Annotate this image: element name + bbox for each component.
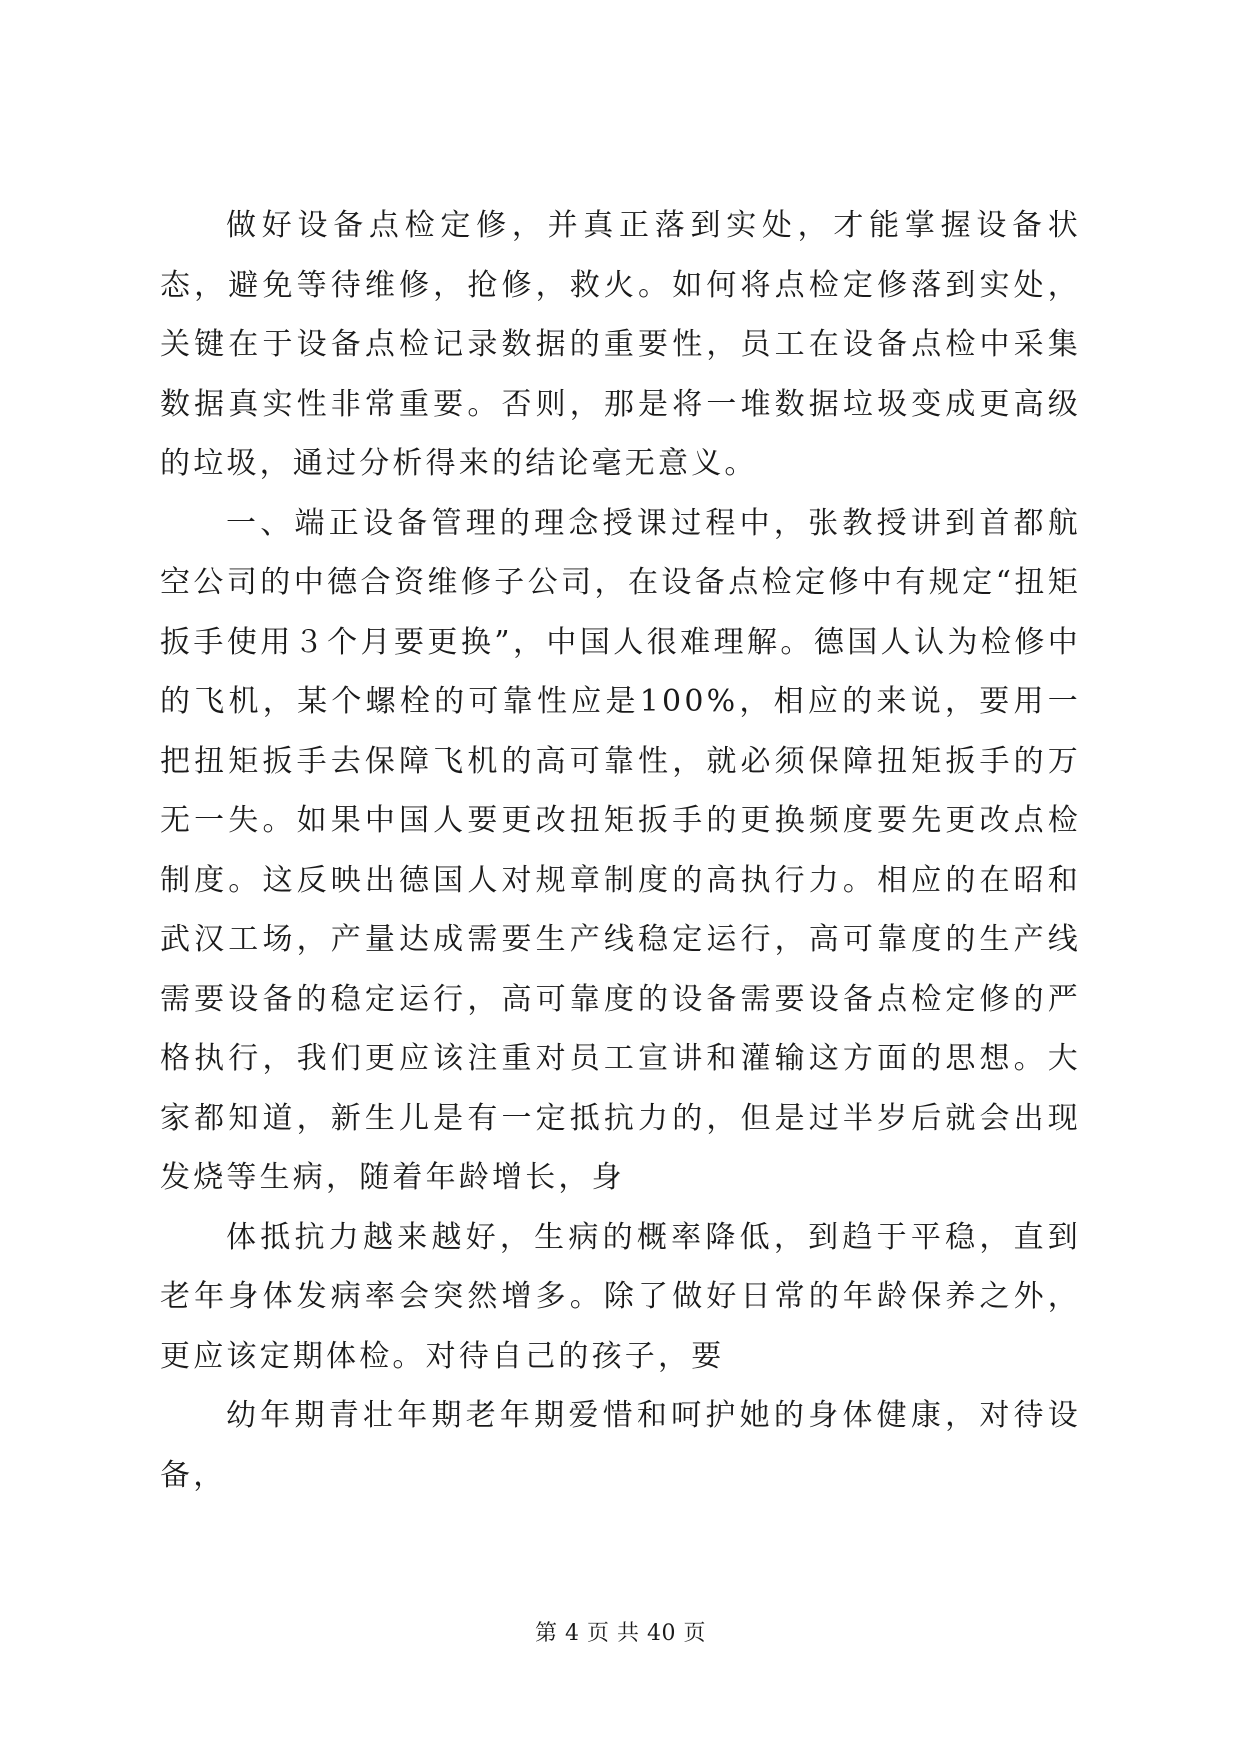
paragraph-3: 体抵抗力越来越好，生病的概率降低，到趋于平稳，直到老年身体发病率会突然增多。除了做好日常的年龄保养之外，更应该定期体检。对待自己的孩子，要 (160, 1219, 1081, 1374)
page-footer: 第 4 页 共 40 页 (535, 1621, 706, 1646)
document-body (160, 196, 1081, 1505)
paragraph-2: 一、端正设备管理的理念授课过程中，张教授讲到首都航空公司的中德合资维修子公司，在设备点检定修中有规定“扭矩扳手使用３个月要更换”，中国人很难理解。德国人认为检修中的飞机，某个螺栓的可靠性应是100%，相应的来说，要用一把扭矩扳手去保障飞机的高可靠性，就必须保障扭矩扳手的万无一失。如果中国人要更改扭矩扳手的更换频度要先更改点检制度。这反映出德国人对规章制度的高执行力。相应的在昭和武汉工场，产量达成需要生产线稳定运行，高可靠度的生产线需要设备的稳定运行，高可靠度的设备需要设备点检定修的严格执行，我们更应该注重对员工宣讲和灌输这方面的思想。大家都知道，新生儿是有一定抵抗力的，但是过半岁后就会出现发烧等生病，随着年龄增长，身 (160, 505, 1081, 1195)
paragraph-4: 幼年期青壮年期老年期爱惜和呵护她的身体健康，对待设备， (160, 1398, 1081, 1493)
paragraph-1: 做好设备点检定修，并真正落到实处，才能掌握设备状态，避免等待维修，抢修，救火。如何将点检定修落到实处，关键在于设备点检记录数据的重要性，员工在设备点检中采集数据真实性非常重要。否则，那是将一堆数据垃圾变成更高级的垃圾，通过分析得来的结论毫无意义。 (160, 208, 1081, 481)
